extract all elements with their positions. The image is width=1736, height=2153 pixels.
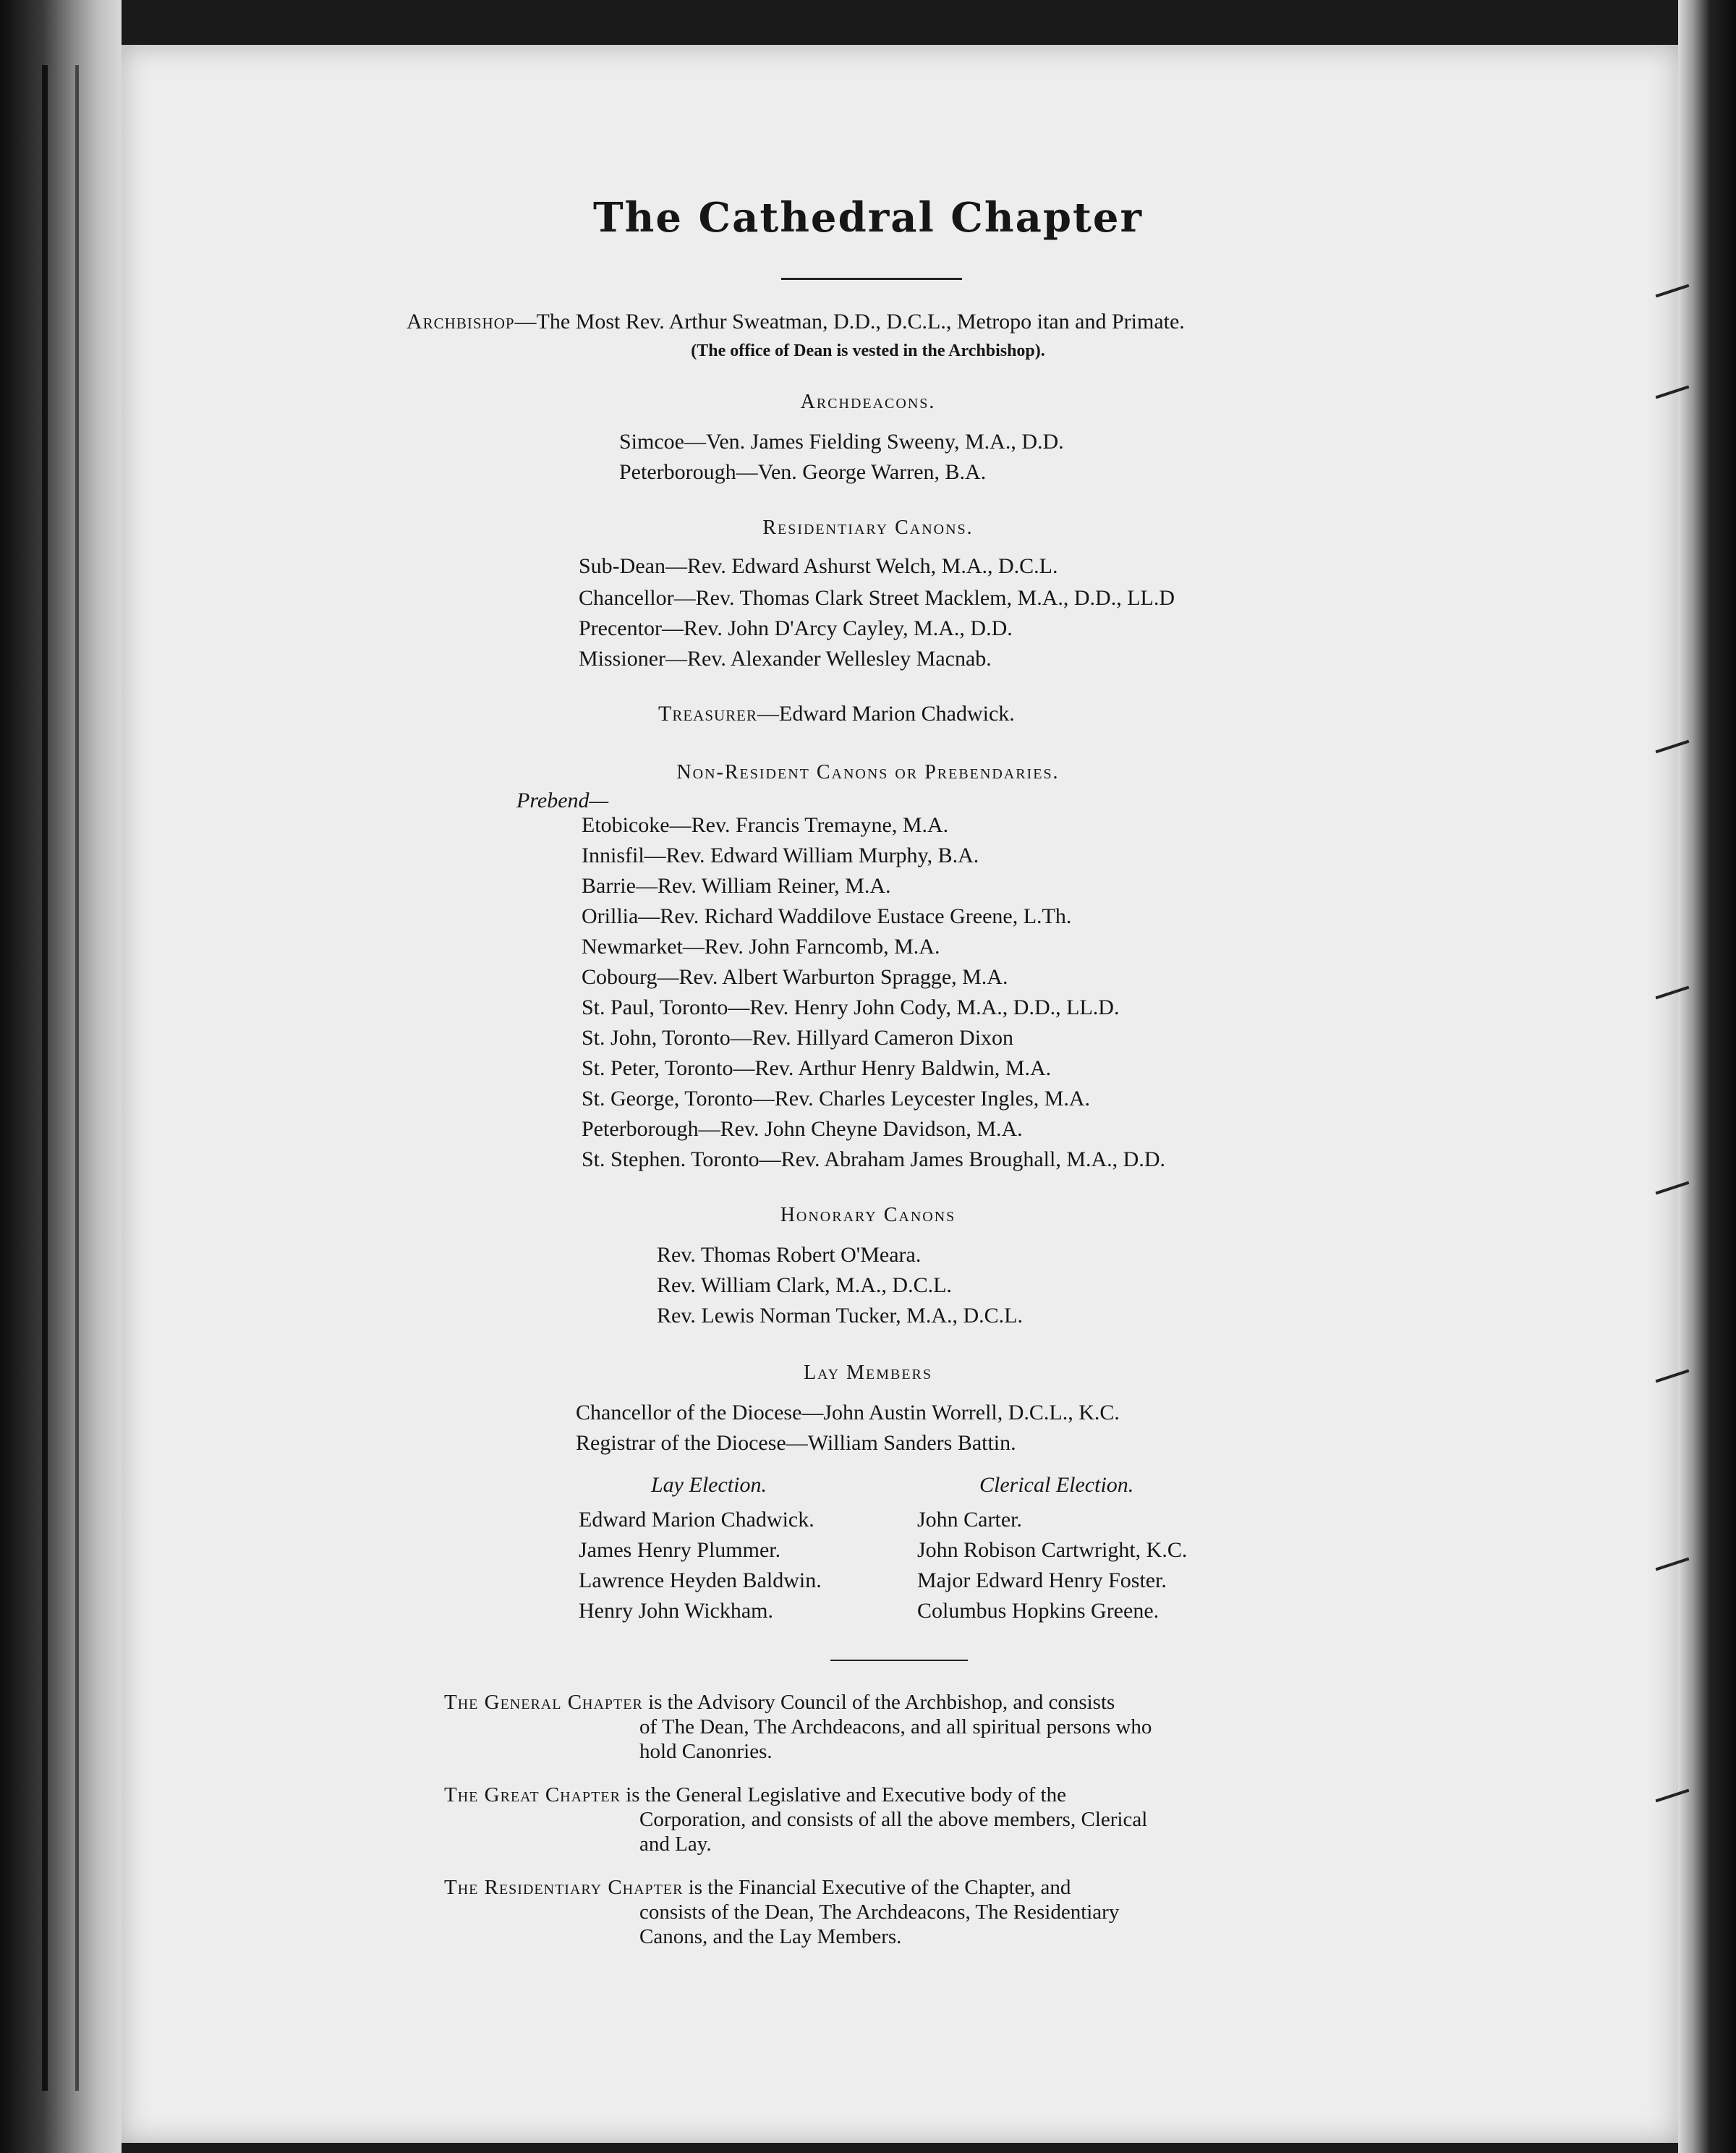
great-chapter-first-line — [444, 1783, 1066, 1807]
lay-election-item: Lawrence Heyden Baldwin. — [579, 1568, 822, 1592]
residentiary-item: Sub-Dean—Rev. Edward Ashurst Welch, M.A., D.C.L. — [579, 554, 1058, 578]
residentiary-item: Missioner—Rev. Alexander Wellesley Macnab. — [579, 647, 992, 671]
honorary-item: Rev. Thomas Robert O'Meara. — [657, 1243, 922, 1267]
lay-election-heading: Lay Election. — [651, 1473, 767, 1497]
honorary-item: Rev. Lewis Norman Tucker, M.A., D.C.L. — [657, 1304, 1023, 1328]
general-chapter-line: of The Dean, The Archdeacons, and all spiritual persons who — [639, 1715, 1152, 1738]
prebend-item: St. George, Toronto—Rev. Charles Leycester Ingles, M.A. — [582, 1087, 1091, 1111]
general-chapter-label: The General Chapter — [444, 1691, 643, 1714]
residentiary-chapter-text: is the Financial Executive of the Chapter, and — [683, 1876, 1071, 1899]
residentiary-chapter-label: The Residentiary Chapter — [444, 1876, 684, 1899]
archbishop-label: Archbishop — [407, 310, 515, 334]
prebend-item: Barrie—Rev. William Reiner, M.A. — [582, 874, 891, 898]
archdeacons-heading: Archdeacons. — [800, 391, 936, 413]
lay-heading: Lay Members — [803, 1362, 933, 1384]
lay-election-item: Edward Marion Chadwick. — [579, 1508, 814, 1532]
prebend-item: St. John, Toronto—Rev. Hillyard Cameron Dixon — [582, 1026, 1014, 1050]
prebend-item: Orillia—Rev. Richard Waddilove Eustace Greene, L.Th. — [582, 904, 1072, 928]
lay-item: Registrar of the Diocese—William Sanders Battin. — [576, 1431, 1016, 1455]
general-chapter-first-line — [444, 1690, 1115, 1715]
residentiary-item: Chancellor—Rev. Thomas Clark Street Macklem, M.A., D.D., LL.D — [579, 586, 1175, 610]
title-rule — [781, 278, 962, 280]
lay-item: Chancellor of the Diocese—John Austin Worrell, D.C.L., K.C. — [576, 1401, 1120, 1424]
clerical-election-item: John Carter. — [917, 1508, 1022, 1532]
spine-fold — [75, 65, 79, 2091]
honorary-heading: Honorary Canons — [780, 1204, 956, 1226]
honorary-item: Rev. William Clark, M.A., D.C.L. — [657, 1273, 952, 1297]
prebend-item: St. Peter, Toronto—Rev. Arthur Henry Baldwin, M.A. — [582, 1056, 1052, 1080]
treasurer-text: —Edward Marion Chadwick. — [757, 702, 1015, 726]
prebend-item: St. Stephen. Toronto—Rev. Abraham James Broughall, M.A., D.D. — [582, 1147, 1165, 1171]
general-chapter-line: hold Canonries. — [639, 1740, 773, 1763]
right-book-edge — [1678, 0, 1736, 2153]
nonresident-heading: Non-Resident Canons or Prebendaries. — [676, 761, 1060, 784]
clerical-election-item: John Robison Cartwright, K.C. — [917, 1538, 1188, 1562]
dean-note: (The office of Dean is vested in the Archbishop). — [691, 341, 1045, 360]
residentiary-chapter-line: consists of the Dean, The Archdeacons, The Residentiary — [639, 1901, 1120, 1924]
archdeacon-item: Peterborough—Ven. George Warren, B.A. — [619, 460, 987, 484]
residentiary-item: Precentor—Rev. John D'Arcy Cayley, M.A., D.D. — [579, 616, 1013, 640]
great-chapter-label: The Great Chapter — [444, 1783, 621, 1806]
spine-fold — [42, 65, 48, 2091]
residentiary-heading: Residentiary Canons. — [762, 517, 974, 539]
general-chapter-text: is the Advisory Council of the Archbishop, and consists — [642, 1691, 1115, 1714]
prebend-label: Prebend— — [516, 789, 609, 812]
prebend-item: St. Paul, Toronto—Rev. Henry John Cody, M.A., D.D., LL.D. — [582, 995, 1120, 1019]
prebend-item: Peterborough—Rev. John Cheyne Davidson, M.A. — [582, 1117, 1023, 1141]
treasurer-label: Treasurer — [658, 702, 758, 726]
archbishop-line — [407, 310, 1185, 334]
clerical-election-item: Major Edward Henry Foster. — [917, 1568, 1167, 1592]
prebend-item: Newmarket—Rev. John Farncomb, M.A. — [582, 935, 940, 959]
prebend-item: Innisfil—Rev. Edward William Murphy, B.A. — [582, 844, 979, 867]
great-chapter-text: is the General Legislative and Executive body of the — [620, 1783, 1066, 1806]
prebend-item: Etobicoke—Rev. Francis Tremayne, M.A. — [582, 813, 949, 837]
page-title: The Cathedral Chapter — [592, 194, 1144, 242]
great-chapter-line: Corporation, and consists of all the above members, Clerical — [639, 1808, 1148, 1831]
left-book-spine — [0, 0, 122, 2153]
clerical-election-heading: Clerical Election. — [979, 1473, 1134, 1497]
great-chapter-line: and Lay. — [639, 1833, 712, 1856]
residentiary-chapter-line: Canons, and the Lay Members. — [639, 1925, 902, 1948]
section-rule — [830, 1660, 968, 1661]
clerical-election-item: Columbus Hopkins Greene. — [917, 1599, 1160, 1623]
lay-election-item: Henry John Wickham. — [579, 1599, 774, 1623]
prebend-item: Cobourg—Rev. Albert Warburton Spragge, M.A. — [582, 965, 1008, 989]
residentiary-chapter-first-line — [444, 1875, 1071, 1900]
treasurer-line — [658, 702, 1015, 726]
archbishop-text: —The Most Rev. Arthur Sweatman, D.D., D.C.L., Metropo itan and Primate. — [514, 310, 1185, 334]
archdeacon-item: Simcoe—Ven. James Fielding Sweeny, M.A., D.D. — [619, 430, 1064, 454]
lay-election-item: James Henry Plummer. — [579, 1538, 781, 1562]
